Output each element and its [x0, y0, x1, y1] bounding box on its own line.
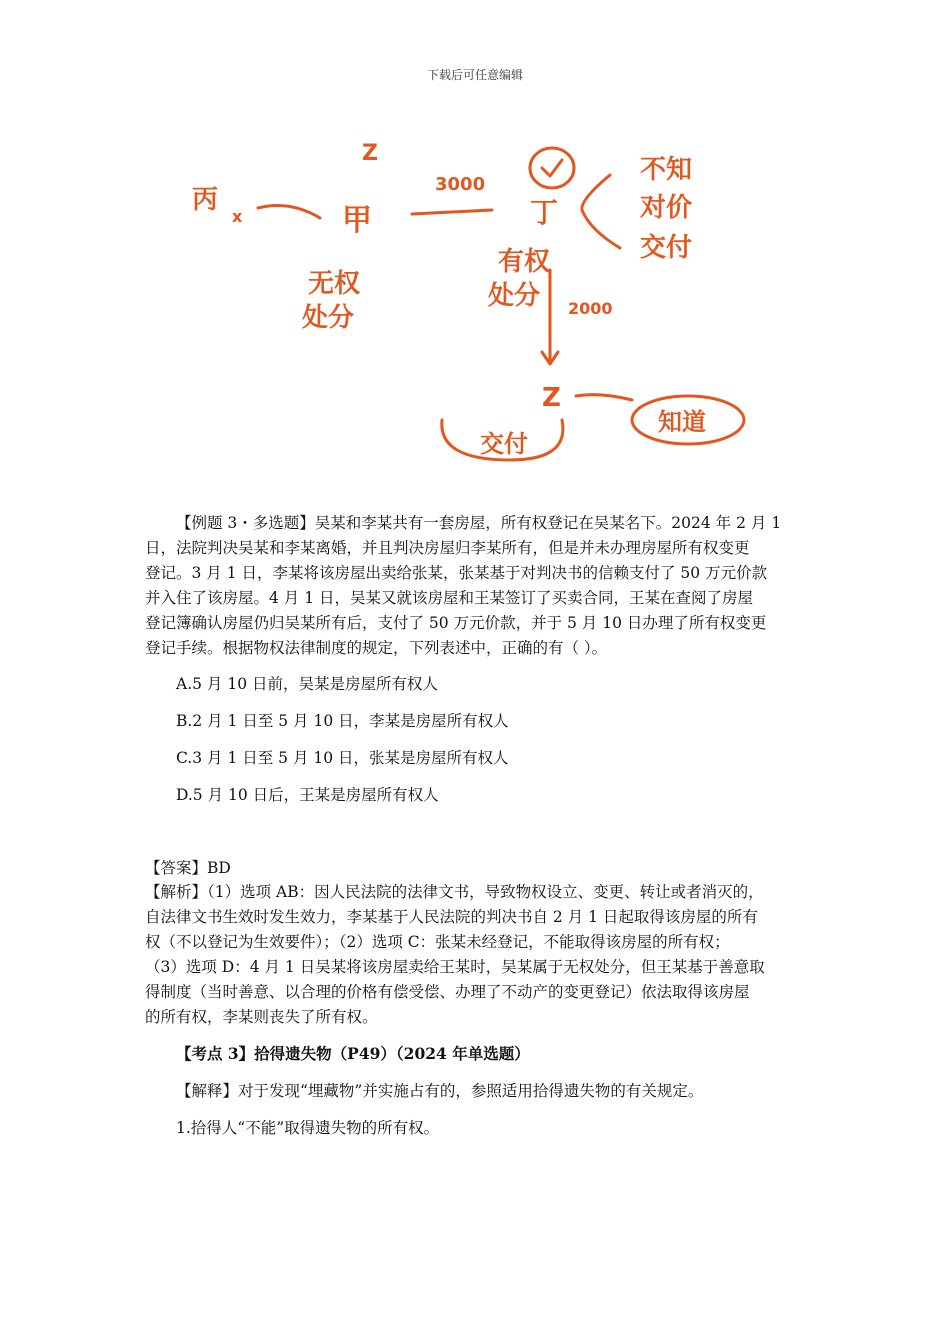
label-zhidao: 知道 [658, 408, 706, 436]
question-block [145, 511, 807, 661]
option-c: C.3 月 1 日至 5 月 10 日，张某是房屋所有权人 [176, 749, 509, 767]
point-1: 1.拾得人“不能”取得遗失物的所有权。 [176, 1119, 440, 1137]
label-youquan-1: 有权 [498, 247, 551, 277]
option-b: B.2 月 1 日至 5 月 10 日，李某是房屋所有权人 [176, 712, 509, 730]
question-line: 登记手续。根据物权法律制度的规定，下列表述中，正确的有（ ）。 [145, 639, 608, 657]
question-line: 日，法院判决吴某和李某离婚，并且判决房屋归李某所有，但是并未办理房屋所有权变更 [145, 539, 750, 557]
label-ding: 丁 [530, 196, 559, 229]
label-bing-mark: x [232, 207, 243, 226]
label-buzhi-2: 对价 [640, 193, 693, 223]
label-youquan-2: 处分 [488, 281, 541, 311]
arrow-to-ding [582, 175, 620, 248]
analysis-line: （3）选项 D：4 月 1 日吴某将该房屋卖给王某时，吴某属于无权处分，但王某基于善意取 [145, 958, 765, 976]
analysis-line: 得制度（当时善意、以合理的价格有偿受偿、办理了不动产的变更登记）依法取得该房屋 [145, 983, 750, 1001]
line-yi-zhidao [576, 395, 632, 400]
option-d: D.5 月 10 日后，王某是房屋所有权人 [176, 786, 439, 804]
option-a: A.5 月 10 日前，吴某是房屋所有权人 [176, 675, 438, 693]
label-yi: Z [542, 383, 561, 413]
page-header: 下载后可任意编辑 [426, 68, 523, 82]
label-buzhi-1: 不知 [640, 155, 693, 185]
line-bing-jia [258, 206, 320, 218]
label-buzhi-3: 交付 [640, 233, 693, 263]
label-amount-2000: 2000 [568, 299, 613, 318]
explanation: 【解释】对于发现“埋藏物”并实施占有的，参照适用拾得遗失物的有关规定。 [176, 1082, 704, 1100]
answer: 【答案】BD [145, 859, 231, 877]
label-wuquan-2: 处分 [302, 303, 355, 333]
analysis-line: 自法律文书生效时发生效力，李某基于人民法院的判决书自 2 月 1 日起取得该房屋的所有 [145, 908, 758, 926]
analysis-line: 权（不以登记为生效要件）；（2）选项 C：张某未经登记，不能取得该房屋的所有权； [145, 933, 730, 951]
analysis-line: 的所有权，李某则丧失了所有权。 [145, 1008, 378, 1026]
label-wuquan-1: 无权 [308, 269, 361, 299]
analysis-line: 【解析】（1）选项 AB：因人民法院的法律文书，导致物权设立、变更、转让或者消灭的， [145, 883, 764, 901]
question-line: 【例题 3・多选题】吴某和李某共有一套房屋，所有权登记在吴某名下。2024 年 2 月 1 [176, 514, 782, 532]
analysis-block [145, 880, 807, 1030]
label-jiaofu: 交付 [480, 430, 528, 458]
check-icon [542, 160, 562, 176]
label-amount-3000: 3000 [435, 174, 486, 195]
label-z-top: Z [362, 141, 378, 166]
line-jia-ding [412, 210, 492, 214]
question-line: 登记簿确认房屋仍归吴某所有后，支付了 50 万元价款，并于 5 月 10 日办理了所有权变更 [145, 614, 767, 632]
label-jia: 甲 [342, 203, 372, 238]
check-circle [530, 148, 574, 188]
handwritten-diagram [180, 130, 780, 480]
label-bing: 丙 [192, 185, 219, 215]
question-label: 【例题 3・多选题】 [176, 514, 315, 532]
question-line: 登记。3 月 1 日，李某将该房屋出卖给张某，张某基于对判决书的信赖支付了 50 万元价款 [145, 564, 768, 582]
section-heading-kaodian-3: 【考点 3】拾得遗失物（P49）（2024 年单选题） [176, 1044, 530, 1063]
question-line: 并入住了该房屋。4 月 1 日，吴某又就该房屋和王某签订了买卖合同，王某在查阅了房屋 [145, 589, 754, 607]
